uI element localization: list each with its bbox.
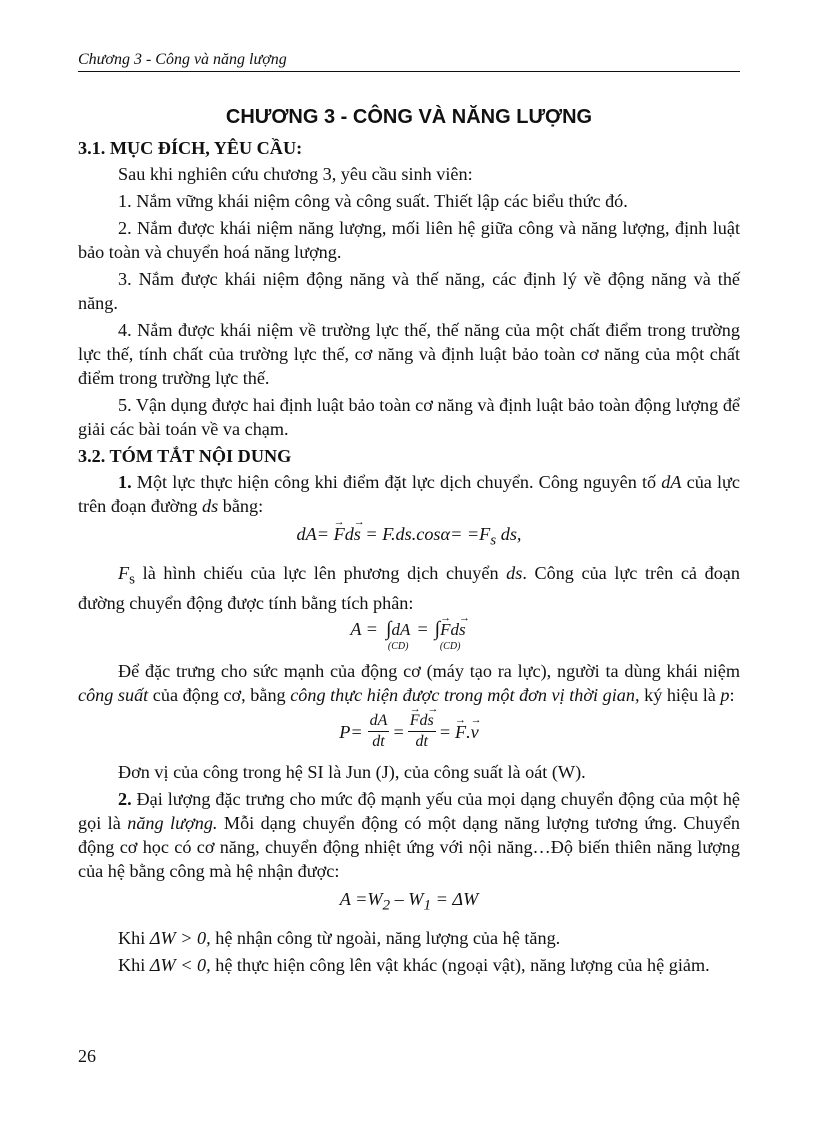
- paragraph-energy-increase: [78, 926, 740, 950]
- section-intro: Sau khi nghiên cứu chương 3, yêu cầu sinh viên:: [118, 164, 473, 184]
- vector-s: → s: [427, 711, 433, 731]
- condition: ΔW > 0,: [149, 927, 211, 948]
- eq-part: dA: [391, 620, 411, 640]
- text: Để đặc trưng cho sức mạnh của động cơ (máy tạo ra lực), người ta dùng khái niệm: [118, 661, 740, 682]
- term-energy: năng lượng.: [127, 813, 218, 834]
- denominator: dt: [415, 733, 428, 751]
- eq-part: P=: [339, 721, 363, 742]
- integral-sign: ∫: [385, 618, 392, 641]
- integral-2: [435, 618, 466, 653]
- text: Một lực thực hiện công khi điểm đặt lực dịch chuyển. Công nguyên tố: [131, 472, 662, 492]
- vector-F: → F: [334, 522, 345, 546]
- text: Đại lượng đặc trưng cho mức độ mạnh yếu của mọi dạng chuyển động của một hệ gọi là: [78, 789, 740, 834]
- vector-F: → F: [440, 619, 450, 641]
- vector-v: → v: [471, 720, 479, 744]
- text: của lực trên đoạn đường: [78, 472, 740, 516]
- eq-part: d: [450, 620, 459, 640]
- objective-item-3: 3. Nắm được khái niệm động năng và thế năng, các định lý về động năng và thế năng.: [78, 269, 740, 313]
- integral-limit: (CD): [439, 641, 461, 653]
- equation-power: [78, 711, 740, 752]
- section-heading-summary: 3.2. TÓM TẮT NỘI DUNG: [78, 446, 292, 466]
- subscript: s: [129, 570, 136, 588]
- vector-F: → F: [410, 711, 420, 731]
- text: hệ thực hiện công lên vật khác (ngoại vật), năng lượng của hệ giảm.: [210, 954, 710, 975]
- objective-item-2: 2. Nắm được khái niệm năng lượng, mối liên hệ giữa công và năng lượng, định luật bảo toàn và chuyển hoá năng lượng.: [78, 218, 740, 262]
- equation-elementary-work: [78, 522, 740, 553]
- section-heading-purpose: 3.1. MỤC ĐÍCH, YÊU CẦU:: [78, 138, 303, 158]
- eq-part: = ΔW: [431, 889, 479, 910]
- chapter-title: CHƯƠNG 3 - CÔNG VÀ NĂNG LƯỢNG: [225, 106, 593, 128]
- equation-work-integral: [78, 618, 740, 653]
- equals-sign: =: [438, 721, 451, 742]
- denominator: dt: [372, 733, 385, 751]
- subscript: s: [490, 531, 497, 549]
- text: . Công của lực trên cả đoạn đường chuyển động được tính bằng tích phân:: [78, 562, 740, 614]
- item-number: 1.: [118, 472, 132, 492]
- eq-part: = =F: [450, 524, 491, 544]
- symbol-ds: ds: [506, 562, 523, 583]
- text: bằng:: [218, 496, 264, 516]
- vector-F: → F: [455, 720, 466, 744]
- eq-part: A =: [350, 619, 378, 640]
- objective-item-4: 4. Nắm được khái niệm về trường lực thế, thế năng của một chất điểm trong trường lực thế, tính chất của trường lực thế, cơ năng và định luật bảo toàn cơ năng của một chất điểm trong trường lực thế.: [78, 320, 740, 388]
- fraction-Fds-dt: [408, 711, 436, 752]
- running-header: Chương 3 - Công và năng lượng: [78, 50, 740, 72]
- term-power: công suất: [78, 685, 149, 706]
- text: là hình chiếu của lực lên phương dịch chuyển: [135, 562, 507, 583]
- page-content: [78, 104, 740, 980]
- vector-s: → s: [459, 619, 466, 641]
- paragraph-units: Đơn vị của công trong hệ SI là Jun (J), của công suất là oát (W).: [118, 762, 586, 783]
- equals-sign: =: [416, 619, 429, 640]
- text: Khi: [118, 954, 150, 975]
- paragraph-projection: [78, 561, 740, 616]
- text: của động cơ, bằng: [148, 685, 291, 706]
- integral-1: [386, 618, 410, 653]
- subscript: 2: [382, 896, 391, 914]
- objective-item-1: 1. Nắm vững khái niệm công và công suất. Thiết lập các biểu thức đó.: [118, 191, 628, 211]
- symbol-dA: dA: [661, 472, 682, 492]
- eq-part: d: [419, 712, 428, 730]
- text: :: [729, 685, 735, 706]
- equation-energy-change: [78, 887, 740, 918]
- numerator: dA: [368, 711, 390, 732]
- eq-part: dA=: [296, 524, 334, 544]
- condition: ΔW < 0,: [149, 954, 211, 975]
- eq-part: = F.ds.cos: [360, 524, 441, 544]
- dot: .: [466, 721, 471, 742]
- eq-part: – W: [390, 889, 424, 910]
- item-number: 2.: [118, 789, 132, 810]
- symbol-p: p: [720, 685, 730, 706]
- symbol-ds: ds: [202, 496, 219, 516]
- paragraph-energy-definition: [78, 787, 740, 883]
- text: ký hiệu là: [639, 685, 721, 706]
- eq-part: d: [344, 524, 354, 544]
- vector-s: → s: [354, 522, 361, 546]
- text: hệ nhận công từ ngoài, năng lượng của hệ tăng.: [210, 927, 561, 948]
- objective-item-5: 5. Vận dụng được hai định luật bảo toàn cơ năng và định luật bảo toàn động lượng để giải các bài toán về va chạm.: [78, 395, 740, 439]
- paragraph-energy-decrease: [78, 953, 740, 977]
- eq-part: A =W: [339, 889, 383, 910]
- symbol-F: F: [118, 562, 130, 583]
- page-number: 26: [78, 1046, 96, 1066]
- alpha-symbol: α: [440, 524, 451, 544]
- subscript: 1: [423, 896, 432, 914]
- text: Mỗi dạng chuyển động có một dạng năng lượng tương ứng. Chuyển động cơ học có cơ năng, chuyển động nhiệt ứng với nội năng…Độ biến thiên năng lượng của hệ bằng công mà hệ nhận được:: [78, 813, 740, 882]
- integral-limit: (CD): [387, 641, 409, 653]
- fraction-dA-dt: [368, 711, 390, 752]
- power-definition: công thực hiện được trong một đơn vị thời gian,: [290, 685, 640, 706]
- paragraph-work-definition: [78, 470, 740, 518]
- integral-sign: ∫: [434, 618, 441, 641]
- equals-sign: =: [392, 721, 405, 742]
- numerator: [408, 711, 436, 732]
- eq-part: ds,: [496, 524, 522, 544]
- text: Khi: [118, 927, 150, 948]
